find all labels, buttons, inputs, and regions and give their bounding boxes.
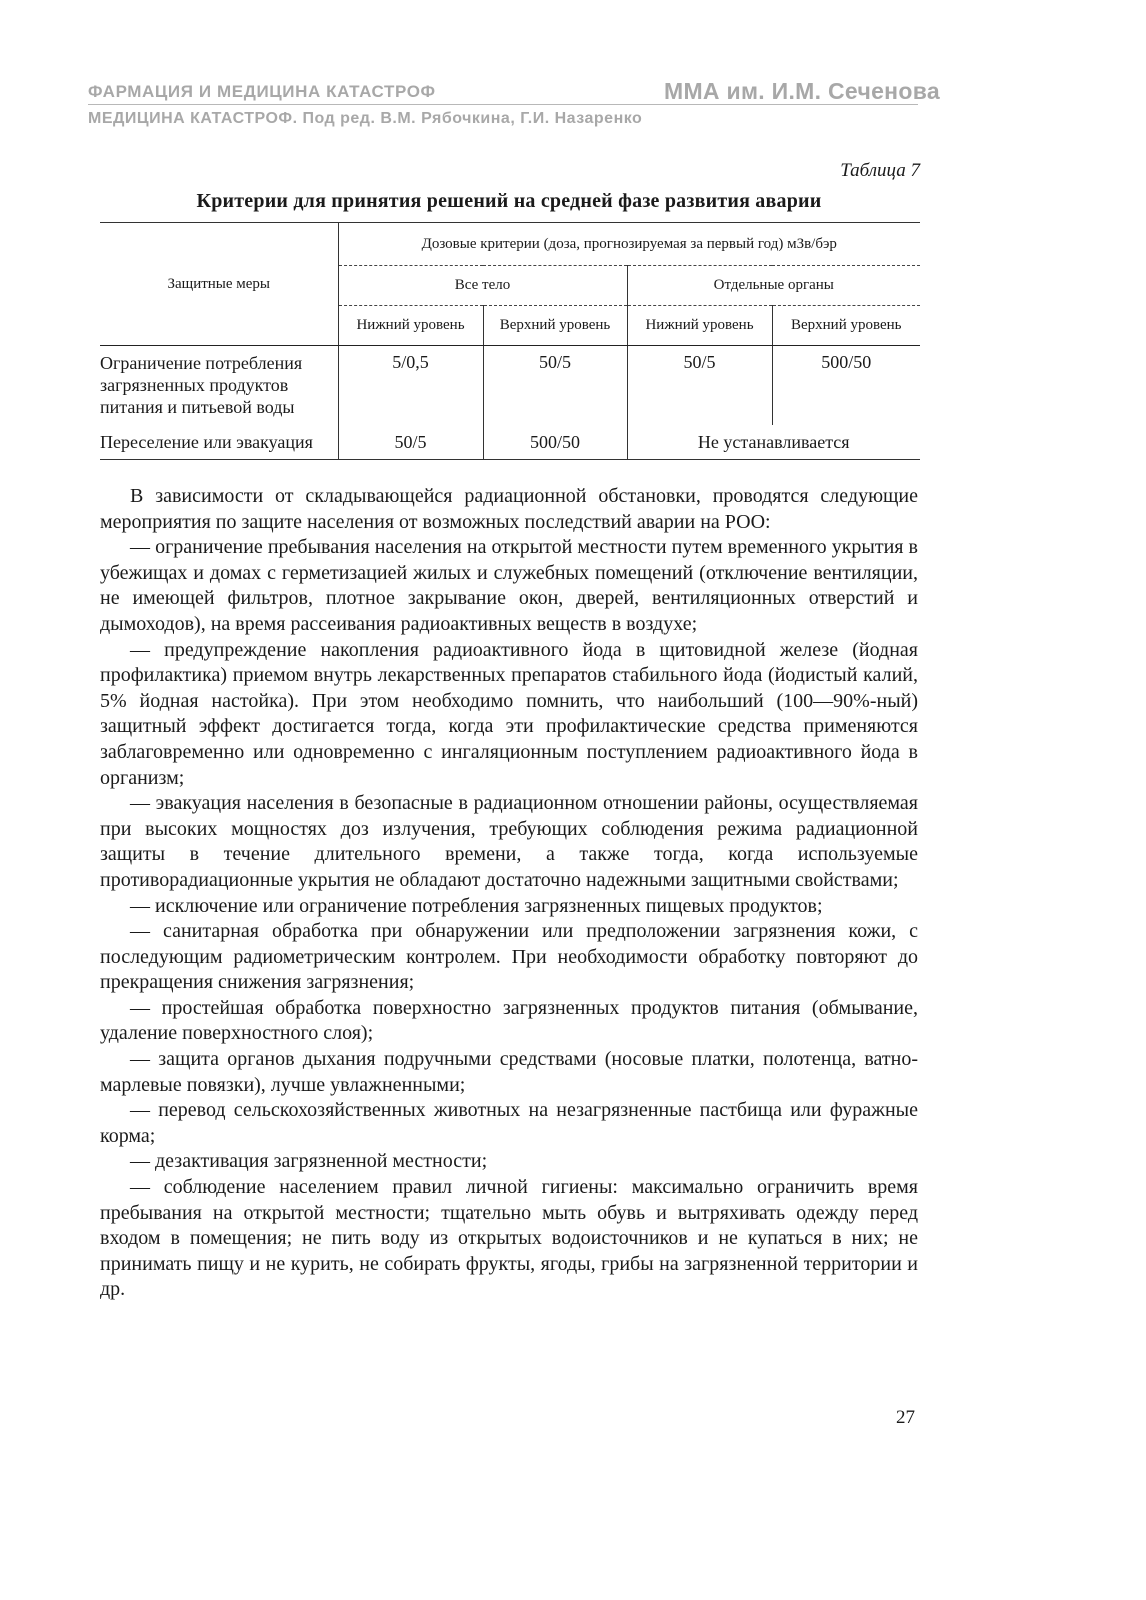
header-separate-organs: Отдельные органы (627, 266, 920, 306)
row-value: 500/50 (483, 425, 627, 460)
page-number: 27 (896, 1407, 915, 1428)
paragraph: — ограничение пребывания населения на открытой местности путем временного укрытия в убежищах и домах с герметизацией жилых и служебных помещений (отключение вентиляции, не имеющей фильтров, плотное закрывание окон, дверей, вентиляционных отверстий и дымоходов), на время рассеивания радиоактивных веществ в воздухе; (100, 536, 918, 635)
header-rule (88, 104, 918, 105)
paragraph: — исключение или ограничение потребления загрязненных пищевых продуктов; (130, 894, 823, 917)
header-lower-level: Нижний уровень (627, 306, 772, 346)
row-measure: Ограничение потребления загрязненных продуктов питания и питьевой воды (100, 353, 303, 417)
header-whole-body: Все тело (338, 266, 627, 306)
paragraph: — соблюдение населением правил личной гигиены: максимально ограничить время пребывания на открытой местности; тщательно мыть обувь и вытряхивать одежду перед входом в помещения; не пить воду из открытых водоисточников и не купаться в них; не принимать пищу и не курить, не собирать фрукты, ягоды, грибы на загрязненной территории и др. (100, 1176, 918, 1301)
paragraph: — дезактивация загрязненной местности; (130, 1150, 488, 1173)
row-value: 500/50 (772, 346, 920, 426)
table-row (100, 346, 920, 426)
row-value: 50/5 (627, 346, 772, 426)
table-label: Таблица 7 (840, 160, 920, 181)
paragraph: — предупреждение накопления радиоактивного йода в щитовидной железе (йодная профилактика) приемом внутрь лекарственных препаратов стабильного йода (йодистый калий, 5% йодная настойка). При этом необходимо помнить, что наибольший (100—90%-ный) защитный эффект достигается тогда, когда эти профилактические средства применяются заблаговременно или одновременно с ингаляционным поступлением радиоактивного йода в организм; (100, 638, 918, 789)
header-upper-level: Верхний уровень (772, 306, 920, 346)
paragraph: — перевод сельскохозяйственных животных на незагрязненные пастбища или фуражные корма; (100, 1099, 918, 1147)
running-header-subtitle: МЕДИЦИНА КАТАСТРОФ. Под ред. В.М. Рябочкина, Г.И. Назаренко (88, 110, 643, 127)
body-text (100, 484, 918, 1303)
header-protective-measures: Защитные меры (100, 223, 338, 346)
table-row (100, 425, 920, 460)
row-value: 50/5 (483, 346, 627, 426)
row-measure: Переселение или эвакуация (100, 425, 338, 460)
criteria-table (100, 222, 920, 460)
running-header-right: ММА им. И.М. Сеченова (664, 78, 940, 104)
paragraph: — эвакуация населения в безопасные в радиационном отношении районы, осуществляемая при высоких мощностях доз излучения, требующих соблюдения режима радиационной защиты в течение длительного времени, а также тогда, когда используемые противорадиационные укрытия не обладают достаточно надежными защитными свойствами; (100, 792, 918, 891)
row-value: 50/5 (338, 425, 483, 460)
header-lower-level: Нижний уровень (338, 306, 483, 346)
header-dose-criteria: Дозовые критерии (доза, прогнозируемая за первый год) мЗв/бэр (338, 223, 920, 266)
table-title: Критерии для принятия решений на средней фазе развития аварии (196, 190, 822, 212)
paragraph: В зависимости от складывающейся радиационной обстановки, проводятся следующие мероприятия по защите населения от возможных последствий аварии на РОО: (100, 485, 918, 533)
paragraph: — простейшая обработка поверхностно загрязненных продуктов питания (обмывание, удаление поверхностного слоя); (100, 996, 918, 1045)
paragraph: — санитарная обработка при обнаружении или предположении загрязнения кожи, с последующим радиометрическим контролем. При необходимости обработку повторяют до прекращения снижения загрязнения; (100, 920, 918, 994)
row-value: 5/0,5 (338, 346, 483, 426)
row-organs-note: Не устанавливается (627, 425, 920, 460)
running-header-left: ФАРМАЦИЯ И МЕДИЦИНА КАТАСТРОФ (88, 82, 436, 101)
header-upper-level: Верхний уровень (483, 306, 627, 346)
paragraph: — защита органов дыхания подручными средствами (носовые платки, полотенца, ватно-марлевые повязки), лучше увлажненными; (100, 1048, 918, 1096)
